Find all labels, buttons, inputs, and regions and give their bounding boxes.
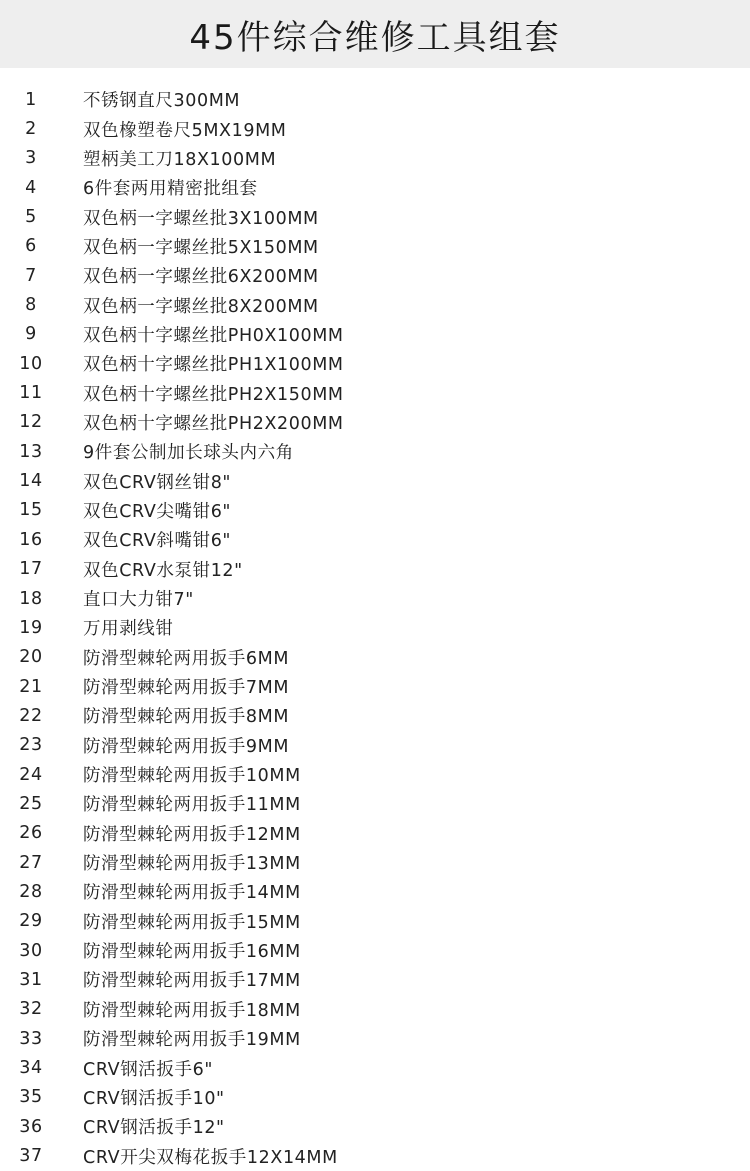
list-item [0,965,750,994]
item-name: 9件套公制加长球头内六角 [83,443,294,464]
item-name: CRV钢活扳手12" [83,1118,225,1139]
list-item [0,643,750,672]
list-item [0,1083,750,1112]
item-number: 9 [25,324,37,345]
list-item [0,877,750,906]
item-number: 3 [25,148,37,169]
item-name: 双色CRV尖嘴钳6" [83,501,232,522]
item-number: 11 [19,383,43,404]
item-name: 塑柄美工刀18X100MM [83,149,277,170]
item-number: 28 [19,881,43,902]
item-name: 双色橡塑卷尺5MX19MM [83,120,287,141]
item-number: 10 [19,353,43,374]
item-name: 防滑型棘轮两用扳手11MM [83,795,301,816]
item-number: 25 [19,793,43,814]
item-number: 23 [19,735,43,756]
item-name: 防滑型棘轮两用扳手6MM [83,648,290,669]
page-title: 45件综合维修工具组套 [189,17,561,58]
list-item [0,731,750,760]
item-number: 19 [19,617,43,638]
item-name: 防滑型棘轮两用扳手15MM [83,912,301,933]
item-name: 双色柄一字螺丝批3X100MM [83,208,319,229]
item-number: 1 [25,89,37,110]
item-number: 20 [19,647,43,668]
item-number: 37 [19,1146,43,1167]
item-number: 16 [19,529,43,550]
list-item [0,1053,750,1082]
item-name: 双色柄十字螺丝批PH2X150MM [83,384,344,405]
item-name: 防滑型棘轮两用扳手7MM [83,678,290,699]
list-item [0,1112,750,1141]
list-item [0,466,750,495]
item-number: 32 [19,999,43,1020]
list-item [0,496,750,525]
list-item [0,1141,750,1170]
item-number: 22 [19,705,43,726]
item-name: CRV钢活扳手10" [83,1088,225,1109]
item-number: 14 [19,471,43,492]
list-item [0,584,750,613]
item-number: 5 [25,207,37,228]
item-number: 4 [25,177,37,198]
item-name: 防滑型棘轮两用扳手14MM [83,883,301,904]
list-item [0,672,750,701]
item-name: 防滑型棘轮两用扳手13MM [83,854,301,875]
list-item [0,144,750,173]
item-name: 双色CRV斜嘴钳6" [83,531,232,552]
list-item [0,701,750,730]
item-name: 万用剥线钳 [83,619,174,640]
item-number: 13 [19,441,43,462]
list-item [0,378,750,407]
item-name: 双色CRV钢丝钳8" [83,472,232,493]
item-number: 15 [19,500,43,521]
item-number: 36 [19,1116,43,1137]
list-item [0,819,750,848]
item-number: 8 [25,295,37,316]
list-item [0,349,750,378]
list-item [0,1024,750,1053]
item-name: 双色柄十字螺丝批PH0X100MM [83,325,344,346]
item-number: 12 [19,412,43,433]
list-item [0,437,750,466]
item-number: 2 [25,119,37,140]
item-number: 6 [25,236,37,257]
list-item [0,907,750,936]
list-item [0,848,750,877]
item-number: 33 [19,1028,43,1049]
item-name: 双色CRV水泵钳12" [83,560,243,581]
item-name: 防滑型棘轮两用扳手8MM [83,707,290,728]
item-name: CRV开尖双梅花扳手12X14MM [83,1147,338,1168]
list-item [0,85,750,114]
item-number: 34 [19,1058,43,1079]
item-name: 防滑型棘轮两用扳手16MM [83,942,301,963]
list-item [0,114,750,143]
item-name: 防滑型棘轮两用扳手18MM [83,1000,301,1021]
item-number: 27 [19,852,43,873]
list-item [0,320,750,349]
item-number: 35 [19,1087,43,1108]
list-item [0,760,750,789]
item-name: 防滑型棘轮两用扳手9MM [83,736,290,757]
list-item [0,995,750,1024]
item-name: 防滑型棘轮两用扳手10MM [83,766,301,787]
item-name: CRV钢活扳手6" [83,1059,213,1080]
item-number: 29 [19,911,43,932]
item-name: 双色柄一字螺丝批6X200MM [83,267,319,288]
item-number: 24 [19,764,43,785]
item-number: 21 [19,676,43,697]
item-number: 17 [19,559,43,580]
header-bar [0,0,750,68]
list-item [0,173,750,202]
list-item [0,261,750,290]
list-item [0,936,750,965]
item-name: 直口大力钳7" [83,590,194,611]
item-number: 18 [19,588,43,609]
item-name: 不锈钢直尺300MM [83,91,241,112]
list-item [0,290,750,319]
list-item [0,408,750,437]
list-item [0,232,750,261]
item-name: 防滑型棘轮两用扳手17MM [83,971,301,992]
item-number: 26 [19,823,43,844]
item-name: 6件套两用精密批组套 [83,179,258,200]
list-item [0,789,750,818]
list-item [0,202,750,231]
item-name: 双色柄十字螺丝批PH2X200MM [83,413,344,434]
tool-list [0,85,750,1168]
item-number: 7 [25,265,37,286]
item-number: 30 [19,940,43,961]
item-number: 31 [19,969,43,990]
item-name: 双色柄一字螺丝批5X150MM [83,237,319,258]
list-item [0,613,750,642]
item-name: 双色柄十字螺丝批PH1X100MM [83,355,344,376]
item-name: 双色柄一字螺丝批8X200MM [83,296,319,317]
list-item [0,525,750,554]
item-name: 防滑型棘轮两用扳手19MM [83,1030,301,1051]
item-name: 防滑型棘轮两用扳手12MM [83,824,301,845]
list-item [0,555,750,584]
